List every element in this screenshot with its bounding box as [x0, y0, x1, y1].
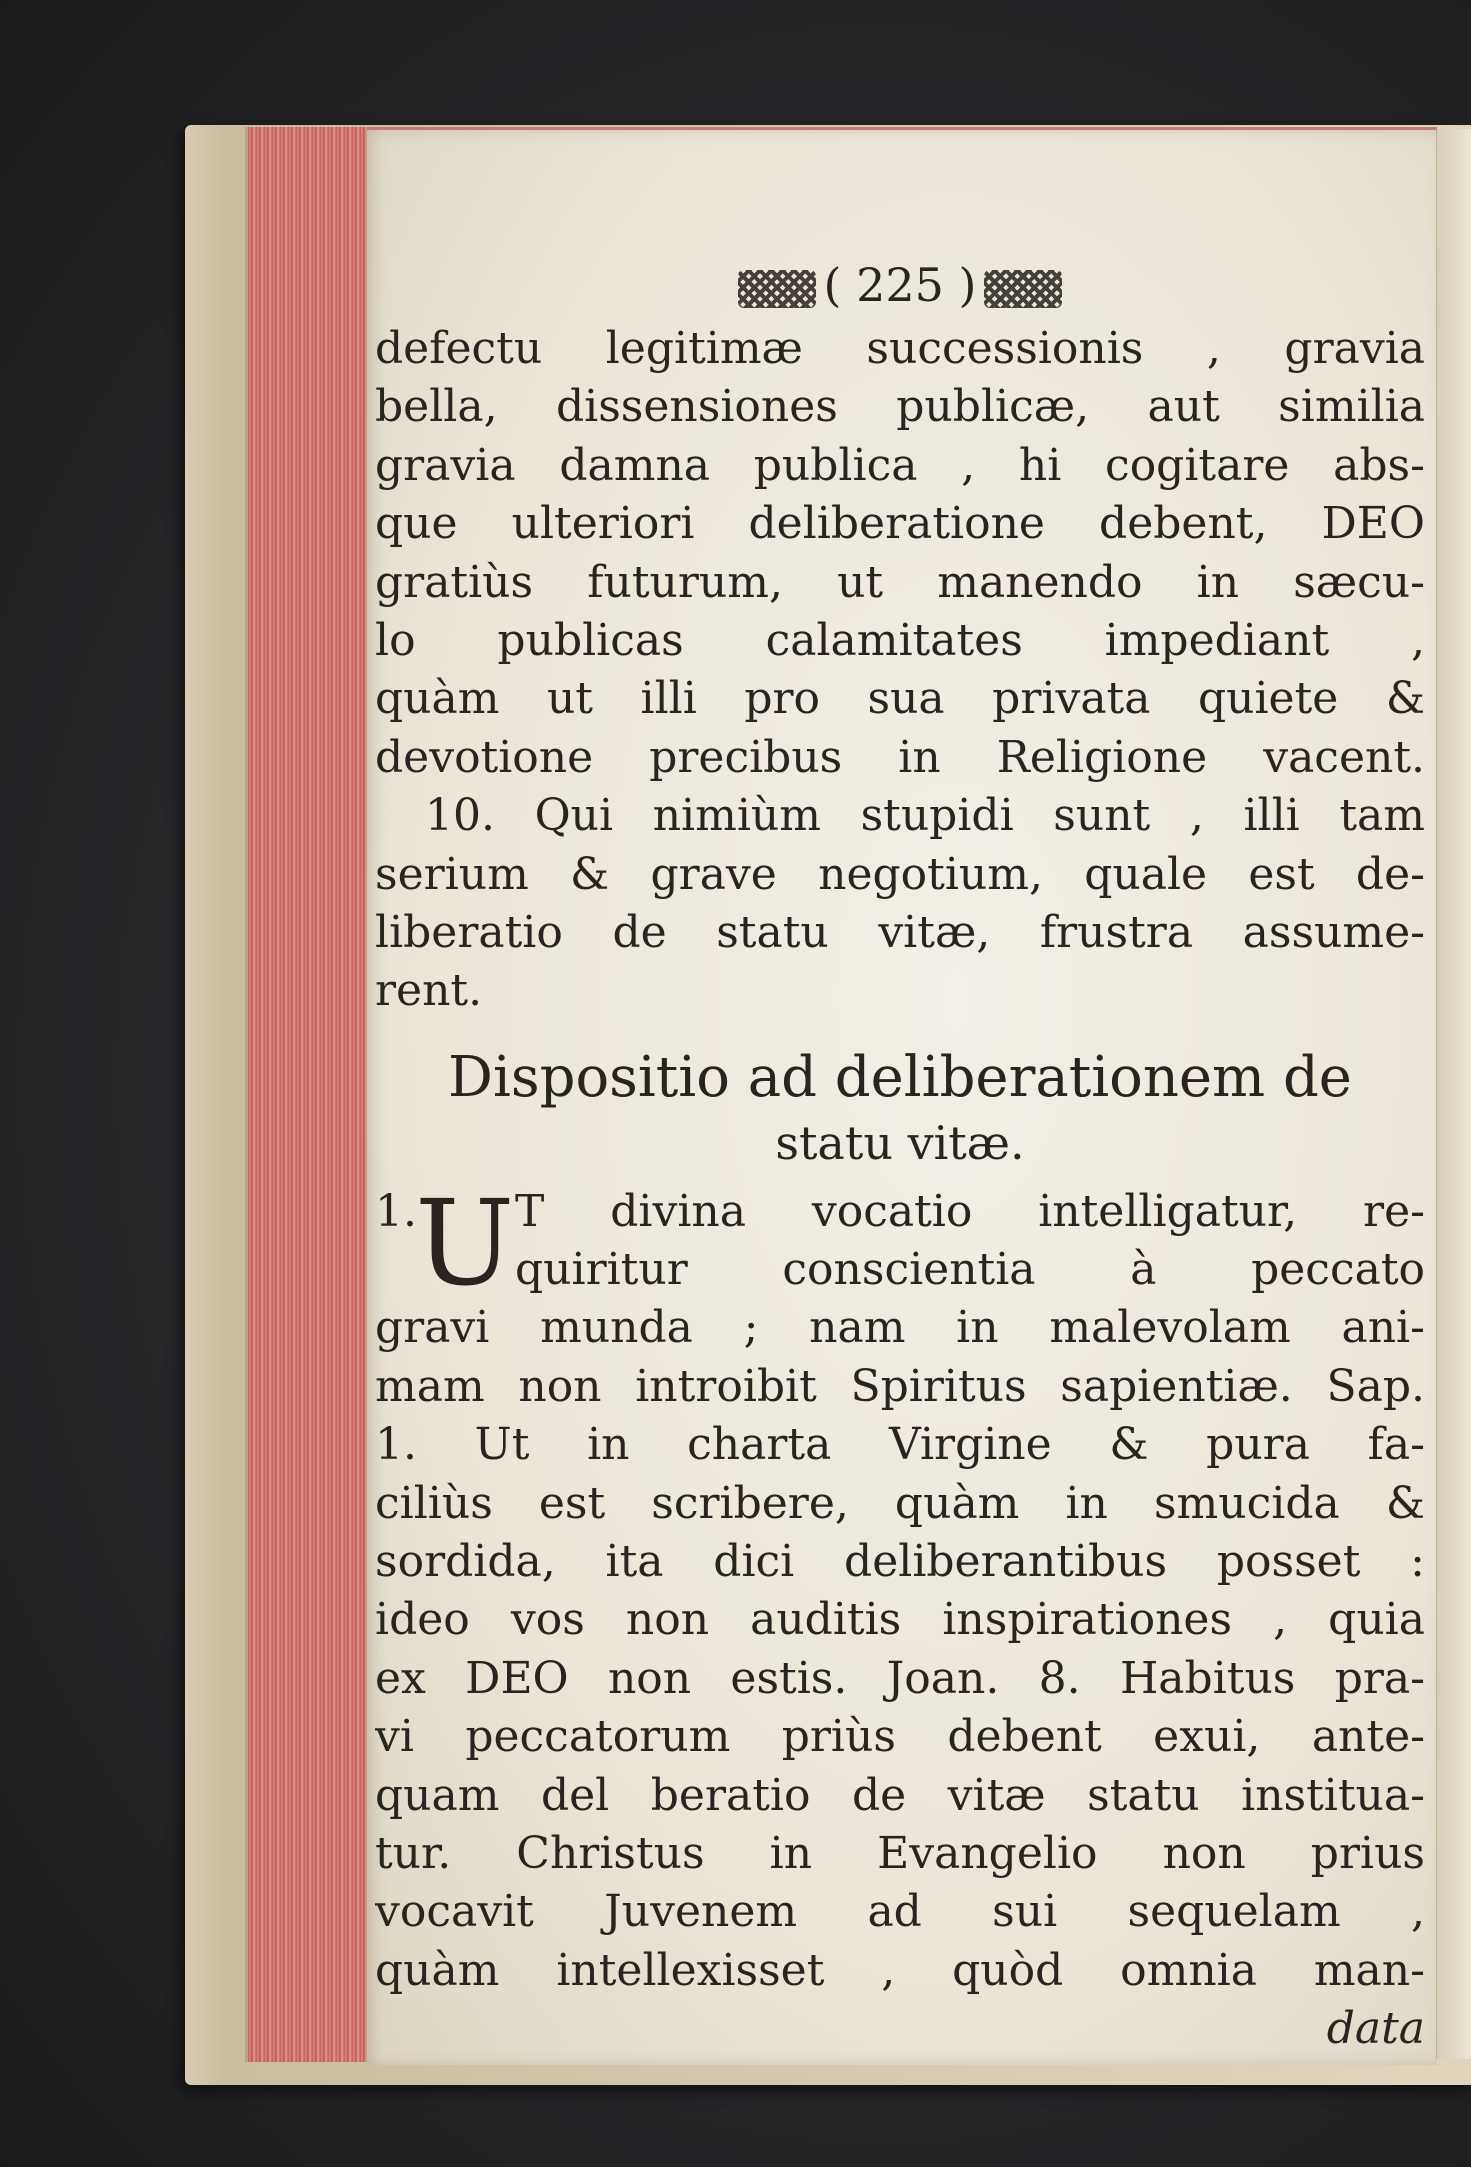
text-block	[375, 250, 1425, 2059]
text-line: quam del beratio de vitæ statu instituа-	[375, 1769, 1425, 1821]
ornament-left-icon	[738, 270, 816, 308]
page-number: ( 225 )	[823, 258, 977, 312]
catchword: data	[1326, 2003, 1425, 2055]
text-line: 10. Qui nimiùm stupidi sunt , illi tam	[425, 790, 1425, 842]
text-line: quàm ut illi pro sua privata quiete &	[375, 673, 1425, 725]
text-line: quàm intellexisset , quòd omnia man-	[375, 1944, 1425, 1996]
text-line: bella, dissensiones publicæ, aut similia	[375, 381, 1425, 433]
ornament-right-icon	[984, 270, 1062, 308]
text-line: serium & grave negotium, quale est de-	[375, 848, 1425, 900]
text-line: vi peccatorum priùs debent exui, ante-	[375, 1711, 1425, 1763]
text-line: liberatio de statu vitæ, frustra assume-	[375, 906, 1425, 958]
text-line: 1. Ut in charta Virgine & pura fa-	[375, 1419, 1425, 1471]
section-subheading: statu vitæ.	[775, 1115, 1025, 1170]
page-header	[375, 250, 1425, 320]
text-line: vocavit Juvenem ad sui sequelam ,	[375, 1886, 1425, 1938]
text-line: ex DEO non estis. Joan. 8. Habitus pra-	[375, 1652, 1425, 1704]
text-line: T divina vocatio intelligatur, re-	[515, 1185, 1425, 1237]
text-line: lo publicas calamitates impediant ,	[375, 614, 1425, 666]
page-edges-stack	[245, 127, 370, 2062]
dropcap-paragraph-start	[375, 1173, 1425, 1312]
text-line: ideo vos non auditis inspirationes , quia	[375, 1594, 1425, 1646]
paragraph-3	[375, 1299, 1425, 2000]
text-line: mam non introibit Spiritus sapientiæ. Sap.	[375, 1360, 1425, 1412]
text-line: gravi munda ; nam in malevolam ani-	[375, 1302, 1425, 1354]
text-line: que ulteriori deliberatione debent, DEO	[375, 498, 1425, 550]
paragraph-1	[375, 320, 1425, 787]
text-line: tur. Christus in Evangelio non prius	[375, 1828, 1425, 1879]
text-line: quiritur conscientia à peccato	[515, 1244, 1425, 1296]
text-line: devotione precibus in Religione vacent.	[375, 731, 1425, 783]
fore-edge	[1436, 129, 1471, 2059]
text-line: gratiùs futurum, ut manendo in sæcu-	[375, 556, 1425, 608]
section-heading: Dispositio ad deliberationem de	[448, 1044, 1352, 1110]
drop-cap-letter: U	[415, 1173, 515, 1312]
item-number: 1.	[375, 1185, 417, 1237]
text-line: gravia damna publica , hi cogitare abs-	[375, 439, 1425, 491]
text-line: defectu legitimæ successionis , gravia	[375, 323, 1425, 374]
dropcap-lines	[515, 1183, 1425, 1300]
text-line: rent.	[375, 965, 483, 1017]
text-line: ciliùs est scribere, quàm in smucida &	[375, 1477, 1425, 1529]
text-line: sordida, ita dici deliberantibus posset :	[375, 1536, 1425, 1588]
paragraph-2	[375, 787, 1425, 1021]
